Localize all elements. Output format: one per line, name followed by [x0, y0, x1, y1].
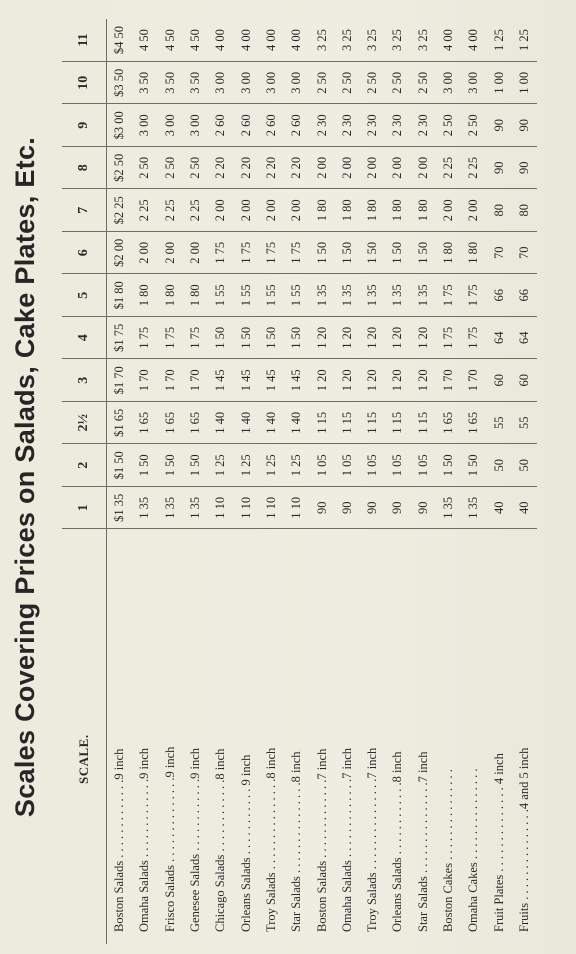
price-cell: 1 15 [309, 402, 334, 445]
price-cell: 1 50 [259, 317, 284, 360]
price-cell: $1 50 [107, 444, 133, 487]
price-cell: $1 35 [107, 487, 133, 530]
price-cell: 1 10 [259, 487, 284, 530]
price-cell: 2 30 [360, 104, 385, 147]
price-cell: 1 25 [208, 444, 233, 487]
price-cell: 1 55 [259, 274, 284, 317]
price-cell: $1 65 [107, 402, 133, 445]
price-cell: 1 25 [259, 444, 284, 487]
row-label: Omaha Salads . . . . . . . . . . . . .7 inch [339, 747, 354, 932]
price-cell: 1 35 [132, 487, 157, 530]
price-cell: 64 [486, 317, 511, 360]
column-header: 1 [62, 487, 107, 530]
price-cell: 1 20 [411, 317, 436, 360]
price-cell: 1 35 [360, 274, 385, 317]
price-cell: 3 00 [233, 62, 258, 105]
price-cell: 4 50 [183, 19, 208, 62]
price-cell: 1 10 [208, 487, 233, 530]
price-cell: 1 75 [259, 232, 284, 275]
price-cell: 1 15 [385, 402, 410, 445]
table-row [461, 19, 486, 944]
row-label: Boston Salads . . . . . . . . . . . . .7 inch [314, 748, 329, 932]
column-header: 3 [62, 359, 107, 402]
row-label: Boston Salads . . . . . . . . . . . . .9 inch [112, 748, 127, 932]
price-cell: 3 00 [158, 104, 183, 147]
price-cell: 2 00 [335, 147, 360, 190]
price-cell: 1 35 [385, 274, 410, 317]
price-cell: 1 05 [309, 444, 334, 487]
price-cell: 2 00 [208, 189, 233, 232]
price-cell: 66 [512, 274, 537, 317]
price-cell: 3 00 [259, 62, 284, 105]
price-cell: 2 25 [158, 189, 183, 232]
price-cell: $3 50 [107, 62, 133, 105]
price-cell: $4 50 [107, 19, 133, 62]
price-cell: 55 [512, 402, 537, 445]
price-cell: 1 35 [183, 487, 208, 530]
price-table-body [107, 19, 538, 944]
price-cell: 1 15 [411, 402, 436, 445]
price-cell: 2 60 [284, 104, 309, 147]
price-cell: 3 25 [335, 19, 360, 62]
table-row [385, 19, 410, 944]
price-cell: 1 65 [132, 402, 157, 445]
price-cell: 1 70 [158, 359, 183, 402]
price-cell: 1 75 [233, 232, 258, 275]
price-cell: 1 40 [208, 402, 233, 445]
price-cell: 3 50 [132, 62, 157, 105]
price-cell: 1 20 [411, 359, 436, 402]
price-cell: 90 [385, 487, 410, 530]
price-cell: 1 75 [436, 317, 461, 360]
price-cell: 2 50 [335, 62, 360, 105]
price-cell: 1 25 [284, 444, 309, 487]
price-cell: 1 50 [411, 232, 436, 275]
price-cell: 1 05 [411, 444, 436, 487]
price-cell: 1 45 [233, 359, 258, 402]
price-cell: 1 55 [233, 274, 258, 317]
price-cell: 2 30 [335, 104, 360, 147]
price-cell: 1 80 [335, 189, 360, 232]
price-cell: 1 50 [284, 317, 309, 360]
price-cell: 2 00 [436, 189, 461, 232]
price-cell: 1 50 [183, 444, 208, 487]
column-header: 5 [62, 274, 107, 317]
price-cell: 55 [486, 402, 511, 445]
row-label: Troy Salads . . . . . . . . . . . . . . .7 inch [365, 747, 380, 932]
price-cell: 1 40 [233, 402, 258, 445]
price-cell: 70 [486, 232, 511, 275]
price-cell: 1 05 [385, 444, 410, 487]
price-cell: 3 00 [284, 62, 309, 105]
price-cell: 1 50 [309, 232, 334, 275]
header-row [62, 19, 107, 944]
price-cell: 2 50 [461, 104, 486, 147]
price-cell: 1 35 [309, 274, 334, 317]
price-cell: 4 00 [208, 19, 233, 62]
price-cell: 2 50 [360, 62, 385, 105]
price-cell: 1 25 [486, 19, 511, 62]
price-cell: 2 50 [158, 147, 183, 190]
price-cell: 2 60 [233, 104, 258, 147]
price-cell: 1 20 [385, 359, 410, 402]
price-cell: 1 50 [132, 444, 157, 487]
price-cell: 2 20 [284, 147, 309, 190]
price-cell: 1 80 [309, 189, 334, 232]
table-row [309, 19, 334, 944]
price-cell: 1 25 [512, 19, 537, 62]
price-cell: 66 [486, 274, 511, 317]
price-cell: 1 75 [132, 317, 157, 360]
price-cell: 1 15 [360, 402, 385, 445]
price-cell: 2 00 [461, 189, 486, 232]
price-cell: 4 00 [259, 19, 284, 62]
row-label: Fruits . . . . . . . . . . . . . . .4 and 5 inch [516, 747, 531, 932]
price-cell: 2 25 [461, 147, 486, 190]
price-cell: 1 50 [461, 444, 486, 487]
price-cell: 2 60 [208, 104, 233, 147]
table-row [335, 19, 360, 944]
table-row [132, 19, 157, 944]
price-cell: 1 20 [360, 317, 385, 360]
price-cell: 2 20 [233, 147, 258, 190]
price-cell: 1 20 [385, 317, 410, 360]
price-cell: 2 00 [284, 189, 309, 232]
price-cell: 2 30 [411, 104, 436, 147]
price-cell: 1 05 [360, 444, 385, 487]
row-label: Orleans Salads . . . . . . . . . . . .8 inch [390, 751, 405, 932]
price-cell: 90 [512, 147, 537, 190]
price-cell: 1 35 [335, 274, 360, 317]
price-cell: 2 20 [259, 147, 284, 190]
table-row [107, 19, 133, 944]
price-cell: 1 35 [461, 487, 486, 530]
price-cell: 1 20 [335, 317, 360, 360]
price-cell: 1 75 [436, 274, 461, 317]
column-header: 7 [62, 189, 107, 232]
price-cell: 4 50 [158, 19, 183, 62]
price-cell: 2 00 [309, 147, 334, 190]
price-cell: 1 75 [461, 317, 486, 360]
price-cell: 1 55 [284, 274, 309, 317]
price-cell: 1 70 [436, 359, 461, 402]
price-cell: 90 [335, 487, 360, 530]
row-label: Omaha Salads . . . . . . . . . . . . .9 inch [137, 747, 152, 932]
price-cell: 1 75 [284, 232, 309, 275]
price-cell: 40 [486, 487, 511, 530]
price-cell: 50 [512, 444, 537, 487]
price-cell: 1 45 [208, 359, 233, 402]
price-cell: 1 75 [158, 317, 183, 360]
price-cell: 90 [309, 487, 334, 530]
column-header: 11 [62, 19, 107, 62]
column-header: 6 [62, 232, 107, 275]
price-cell: 2 00 [158, 232, 183, 275]
price-cell: 1 40 [284, 402, 309, 445]
price-cell: 2 50 [436, 104, 461, 147]
row-label: Omaha Cakes . . . . . . . . . . . . . . . [466, 768, 481, 932]
table-row [183, 19, 208, 944]
price-cell: 90 [512, 104, 537, 147]
price-cell: 1 80 [360, 189, 385, 232]
price-cell: 50 [486, 444, 511, 487]
price-cell: 1 25 [233, 444, 258, 487]
price-cell: 2 50 [385, 62, 410, 105]
price-cell: 1 80 [385, 189, 410, 232]
table-row [259, 19, 284, 944]
price-cell: 1 50 [208, 317, 233, 360]
price-cell: 90 [360, 487, 385, 530]
price-cell: 4 50 [132, 19, 157, 62]
price-cell: 3 00 [132, 104, 157, 147]
table-row [360, 19, 385, 944]
price-cell: 1 50 [233, 317, 258, 360]
column-header: 10 [62, 62, 107, 105]
row-label: Troy Salads . . . . . . . . . . . . . . .8 inch [263, 747, 278, 932]
price-cell: 4 00 [284, 19, 309, 62]
row-label: Genesee Salads . . . . . . . . . . . .9 inch [188, 748, 203, 932]
price-cell: 2 00 [259, 189, 284, 232]
price-cell: 3 50 [183, 62, 208, 105]
column-header: 4 [62, 317, 107, 360]
price-cell: 2 00 [411, 147, 436, 190]
price-cell: 2 00 [183, 232, 208, 275]
price-cell: 1 20 [309, 359, 334, 402]
price-cell: 40 [512, 487, 537, 530]
price-cell: 1 20 [360, 359, 385, 402]
price-cell: $2 00 [107, 232, 133, 275]
price-cell: 2 00 [360, 147, 385, 190]
row-label: Orleans Salads . . . . . . . . . . . 9 inch [238, 754, 253, 932]
price-cell: 80 [486, 189, 511, 232]
price-cell: 1 65 [158, 402, 183, 445]
price-cell: 1 45 [259, 359, 284, 402]
price-cell: 4 00 [233, 19, 258, 62]
price-cell: 90 [486, 104, 511, 147]
price-cell: $1 70 [107, 359, 133, 402]
table-row [411, 19, 436, 944]
price-cell: 2 60 [259, 104, 284, 147]
table-row [486, 19, 511, 944]
price-cell: 1 55 [208, 274, 233, 317]
price-cell: 1 70 [132, 359, 157, 402]
price-cell: 2 50 [183, 147, 208, 190]
price-cell: 3 25 [411, 19, 436, 62]
price-cell: 1 05 [335, 444, 360, 487]
price-cell: 1 70 [183, 359, 208, 402]
price-cell: 2 50 [411, 62, 436, 105]
price-cell: 1 65 [183, 402, 208, 445]
column-header: 9 [62, 104, 107, 147]
price-cell: 1 35 [411, 274, 436, 317]
price-cell: 3 00 [436, 62, 461, 105]
price-cell: 60 [486, 359, 511, 402]
price-cell: 2 25 [183, 189, 208, 232]
table-row [233, 19, 258, 944]
price-cell: 1 50 [385, 232, 410, 275]
price-cell: 1 80 [132, 274, 157, 317]
price-cell: 3 50 [158, 62, 183, 105]
price-cell: 2 00 [233, 189, 258, 232]
price-cell: 1 10 [284, 487, 309, 530]
column-header: 2½ [62, 402, 107, 445]
table-row [208, 19, 233, 944]
price-cell: $1 80 [107, 274, 133, 317]
row-label: Chicago Salads . . . . . . . . . . . .8 inch [213, 748, 228, 932]
table-row [512, 19, 537, 944]
price-cell: 1 70 [461, 359, 486, 402]
row-label: Star Salads . . . . . . . . . . . . . . .7 inch [415, 751, 430, 932]
price-cell: 1 65 [436, 402, 461, 445]
price-cell: 90 [486, 147, 511, 190]
price-cell: 1 75 [461, 274, 486, 317]
price-cell: $2 25 [107, 189, 133, 232]
table-row [158, 19, 183, 944]
price-cell: 1 65 [461, 402, 486, 445]
row-label: Boston Cakes . . . . . . . . . . . . . . . [441, 769, 455, 932]
price-cell: 1 15 [335, 402, 360, 445]
price-cell: 3 25 [385, 19, 410, 62]
price-cell: 2 20 [208, 147, 233, 190]
price-cell: 3 00 [183, 104, 208, 147]
price-cell: 3 25 [309, 19, 334, 62]
page-title: Scales Covering Prices on Salads, Cake Plates, Etc. [10, 136, 40, 818]
price-cell: 1 80 [461, 232, 486, 275]
price-cell: 1 00 [512, 62, 537, 105]
price-cell: 1 40 [259, 402, 284, 445]
price-cell: 4 00 [461, 19, 486, 62]
price-cell: 2 00 [132, 232, 157, 275]
table-row [284, 19, 309, 944]
price-cell: 1 45 [284, 359, 309, 402]
price-cell: $2 50 [107, 147, 133, 190]
price-cell: 1 80 [158, 274, 183, 317]
price-cell: $1 75 [107, 317, 133, 360]
price-table [62, 19, 537, 944]
price-cell: 60 [512, 359, 537, 402]
price-cell: 2 50 [309, 62, 334, 105]
price-cell: 1 75 [208, 232, 233, 275]
price-cell: 64 [512, 317, 537, 360]
price-cell: 2 50 [132, 147, 157, 190]
price-cell: 1 75 [183, 317, 208, 360]
price-cell: 1 00 [486, 62, 511, 105]
price-cell: 1 50 [158, 444, 183, 487]
row-label: Star Salads . . . . . . . . . . . . . . .8 inch [289, 751, 304, 932]
price-cell: 1 80 [411, 189, 436, 232]
price-cell: 1 80 [436, 232, 461, 275]
price-cell: 3 00 [461, 62, 486, 105]
price-cell: 1 10 [233, 487, 258, 530]
price-cell: 2 30 [309, 104, 334, 147]
price-cell: 3 00 [208, 62, 233, 105]
price-cell: 1 20 [335, 359, 360, 402]
price-cell: 2 00 [385, 147, 410, 190]
price-cell: 70 [512, 232, 537, 275]
price-cell: 1 20 [309, 317, 334, 360]
column-header: 2 [62, 444, 107, 487]
price-cell: 4 00 [436, 19, 461, 62]
table-row [436, 19, 461, 944]
price-cell: $3 00 [107, 104, 133, 147]
price-cell: 2 25 [132, 189, 157, 232]
column-header: 8 [62, 147, 107, 190]
price-cell: 1 35 [436, 487, 461, 530]
row-label: Fruit Plates . . . . . . . . . . . . . . 4 inch [491, 753, 506, 932]
price-cell: 3 25 [360, 19, 385, 62]
price-cell: 1 50 [360, 232, 385, 275]
price-cell: 1 80 [183, 274, 208, 317]
price-cell: 1 50 [436, 444, 461, 487]
price-cell: 80 [512, 189, 537, 232]
row-label: Frisco Salads . . . . . . . . . . . . . .9 inch [162, 746, 177, 932]
scale-column-header: SCALE. [62, 529, 107, 944]
price-cell: 90 [411, 487, 436, 530]
price-cell: 1 35 [158, 487, 183, 530]
price-cell: 2 30 [385, 104, 410, 147]
price-cell: 2 25 [436, 147, 461, 190]
price-cell: 1 50 [335, 232, 360, 275]
